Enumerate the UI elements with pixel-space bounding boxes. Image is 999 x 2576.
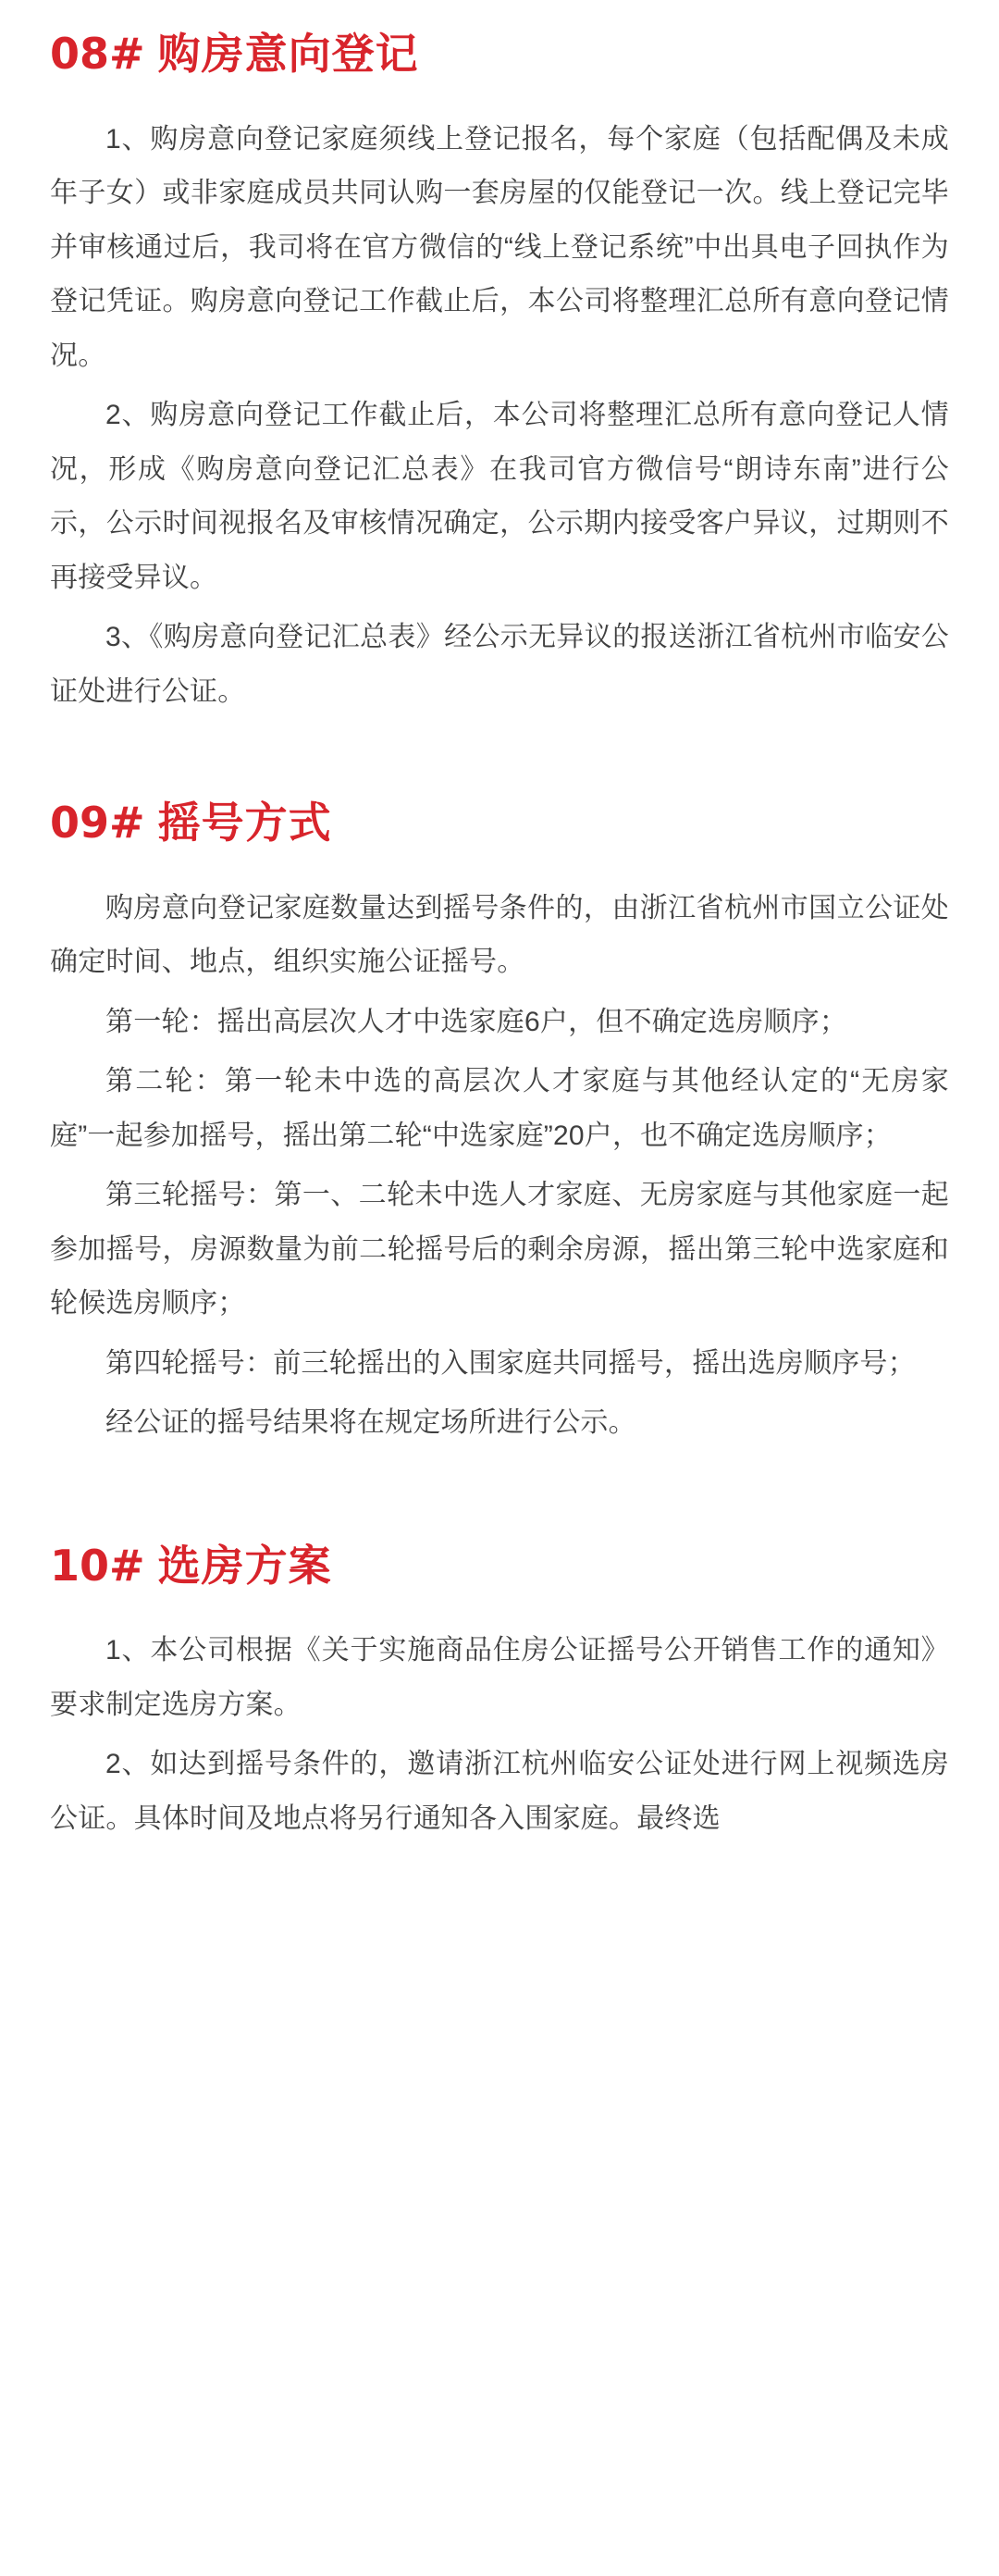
section-09-title: 摇号方式 (157, 799, 332, 847)
section-09-paragraph-6: 经公证的摇号结果将在规定场所进行公示。 (105, 1407, 636, 1438)
section-09-paragraph-1: 购房意向登记家庭数量达到摇号条件的，由浙江省杭州市国立公证处确定时间、地点，组织实施公证摇号。 (50, 892, 949, 977)
spacer (50, 719, 949, 797)
spacer (50, 81, 949, 113)
section-10-paragraph-2: 2、如达到摇号条件的，邀请浙江杭州临安公证处进行网上视频选房公证。具体时间及地点将另行通知各入围家庭。最终选 (50, 1749, 949, 1834)
spacer (50, 1592, 949, 1624)
spacer (50, 1451, 949, 1540)
section-08-paragraph-2: 2、购房意向登记工作截止后，本公司将整理汇总所有意向登记人情况，形成《购房意向登记汇总表》在我司官方微信号“朗诗东南”进行公示，公示时间视报名及审核情况确定，公示期内接受客户异议，过期则不再接受异议。 (50, 400, 949, 593)
section-10-heading (50, 1540, 949, 1593)
section-10-title: 选房方案 (157, 1541, 332, 1590)
section-10-number: 10# (50, 1540, 145, 1591)
section-10-paragraph-1: 1、本公司根据《关于实施商品住房公证摇号公开销售工作的通知》要求制定选房方案。 (50, 1635, 949, 1720)
section-08-heading (50, 28, 949, 81)
section-10 (50, 1540, 949, 1847)
section-09 (50, 797, 949, 1451)
section-08-number: 08# (50, 29, 145, 79)
section-09-number: 09# (50, 798, 145, 848)
section-08-paragraph-1: 1、购房意向登记家庭须线上登记报名，每个家庭（包括配偶及未成年子女）或非家庭成员共同认购一套房屋的仅能登记一次。线上登记完毕并审核通过后，我司将在官方微信的“线上登记系统”中出具电子回执作为登记凭证。购房意向登记工作截止后，本公司将整理汇总所有意向登记情况。 (50, 123, 949, 371)
section-08 (50, 28, 949, 719)
section-09-paragraph-4: 第三轮摇号：第一、二轮未中选人才家庭、无房家庭与其他家庭一起参加摇号，房源数量为前二轮摇号后的剩余房源，摇出第三轮中选家庭和轮候选房顺序； (50, 1180, 949, 1319)
section-09-paragraph-3: 第二轮：第一轮未中选的高层次人才家庭与其他经认定的“无房家庭”一起参加摇号，摇出第二轮“中选家庭”20户，也不确定选房顺序； (50, 1066, 949, 1151)
section-09-paragraph-5: 第四轮摇号：前三轮摇出的入围家庭共同摇号，摇出选房顺序号； (105, 1347, 916, 1379)
section-08-paragraph-3: 3、《购房意向登记汇总表》经公示无异议的报送浙江省杭州市临安公证处进行公证。 (50, 622, 949, 707)
section-09-paragraph-2: 第一轮：摇出高层次人才中选家庭6户，但不确定选房顺序； (105, 1006, 848, 1037)
section-08-title: 购房意向登记 (157, 30, 419, 78)
spacer (50, 850, 949, 882)
section-09-heading (50, 797, 949, 850)
